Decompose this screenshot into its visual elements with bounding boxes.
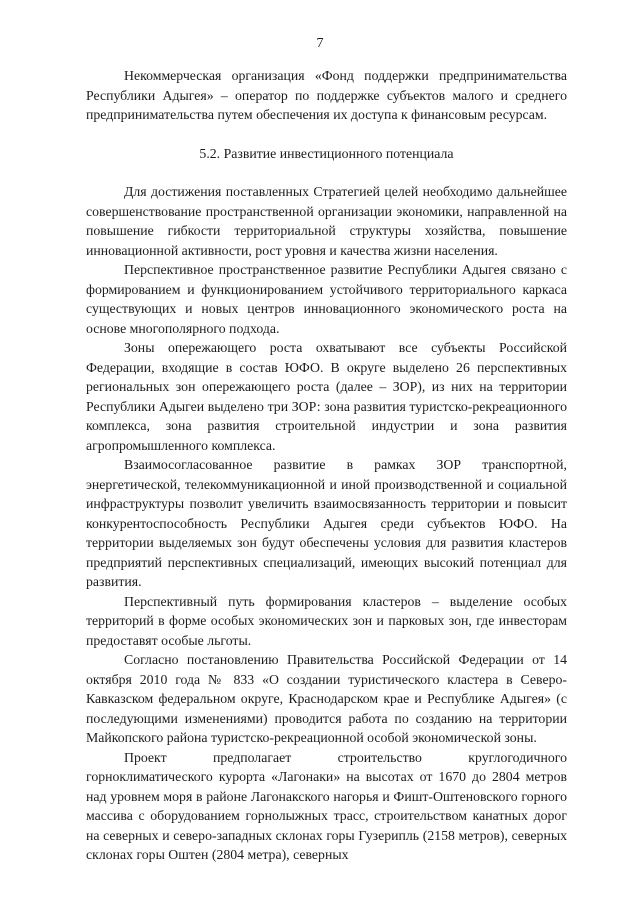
paragraph-clusters: Перспективный путь формирования кластеров – выделение особых территорий в форме особых экономических зон и парковых зон, где инвесторам предоставят особые льготы. xyxy=(86,593,567,648)
paragraph-government-decree: Согласно постановлению Правительства Российской Федерации от 14 октября 2010 года № 833 «О создании туристического кластера в Северо-Кавказском федеральном округе, Краснодарском крае и Республике Адыгея» (с последующими изменениями) проводится работа по созданию на территории Майкопского района туристско-рекреационной особой экономической зоны. xyxy=(86,652,567,745)
paragraph-spatial-development: Перспективное пространственное развитие Республики Адыгея связано с формированием и функционированием устойчивого территориального каркаса существующих и новых центров инновационного экономического роста на основе многополярного подхода. xyxy=(86,262,567,336)
document-body xyxy=(86,66,567,865)
intro-paragraph: Некоммерческая организация «Фонд поддержки предпринимательства Республики Адыгея» – оператор по поддержке субъектов малого и среднего предпринимательства путем обеспечения их доступа к финансовым ресурсам. xyxy=(86,68,567,122)
paragraph-goals: Для достижения поставленных Стратегией целей необходимо дальнейшее совершенствование пространственной организации экономики, направленной на повышение гибкости территориальной структуры хозяйства, повышение инновационной активности, рост уровня и качества жизни населения. xyxy=(86,184,567,258)
paragraph-growth-zones: Зоны опережающего роста охватывают все субъекты Российской Федерации, входящие в состав ЮФО. В округе выделено 26 перспективных региональных зон опережающего роста (далее – ЗОР), из них на территории Республики Адыгеи выделено три ЗОР: зона развития туристско-рекреационного комплекса, зона развития строительной индустрии и зона развития агропромышленного комплекса. xyxy=(86,340,567,453)
paragraph-lagonaki-project: Проект предполагает строительство круглогодичного горноклиматического курорта «Лагонаки» на высотах от 1670 до 2804 метров над уровнем моря в районе Лагонакского нагорья и Фишт-Оштеновского горного массива с оборудованием горнолыжных трасс, строительством канатных дорог на северных и северо-западных склонах горы Гузерипль (2158 метров), северных склонах горы Оштен (2804 метра), северных xyxy=(86,749,567,862)
paragraph-infrastructure: Взаимосогласованное развитие в рамках ЗОР транспортной, энергетической, телекоммуникационной и иной производственной и социальной инфраструктуры позволит увеличить взаимосвязанность территории и повысит конкурентоспособность Республики Адыгея среди субъектов ЮФО. На территории выделяемых зон будут обеспечены условия для развития кластеров предприятий перспективных специализаций, имеющих высокий потенциал для развития. xyxy=(86,457,567,589)
page-number: 7 xyxy=(316,36,324,51)
section-heading: 5.2. Развитие инвестиционного потенциала xyxy=(199,145,454,161)
